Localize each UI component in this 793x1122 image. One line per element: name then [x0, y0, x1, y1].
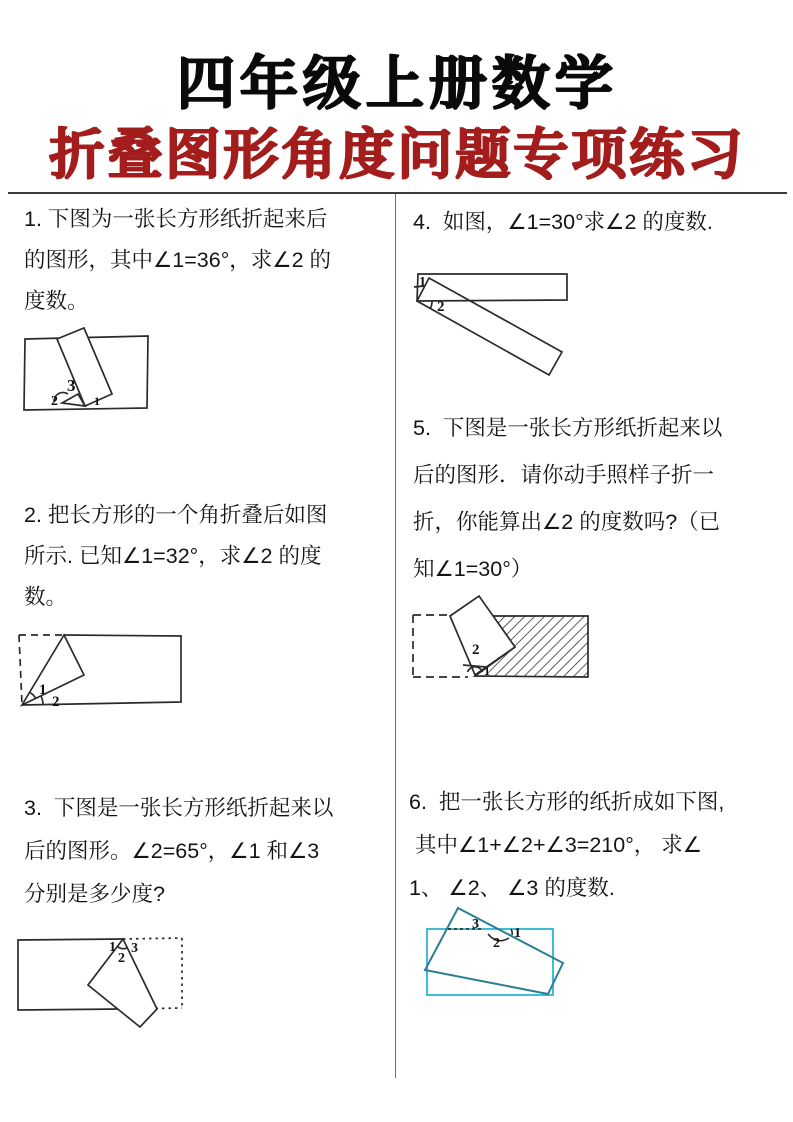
problem-4-text: 4. 如图，∠1=30°求∠2 的度数. — [413, 210, 713, 234]
header-rule — [8, 192, 787, 194]
folded-flap — [57, 328, 112, 406]
angle-arc — [430, 301, 432, 309]
problem-6-text: 6. 把一张长方形的纸折成如下图, 其中∠1+∠2+∠3=210°， 求∠ 1、 ∠2、 ∠3 的度数. — [409, 790, 725, 900]
page-subtitle: 折叠图形角度问题专项练习 — [48, 123, 745, 185]
problem-5-figure — [404, 588, 599, 688]
horizontal-strip — [417, 274, 567, 301]
problem-1-text: 1. 下图为一张长方形纸折起来后 的图形，其中∠1=36°，求∠2 的 度数。 — [24, 207, 332, 313]
rotated-rectangles-diagram — [418, 896, 578, 1008]
page-title: 四年级上册数学 — [175, 51, 617, 116]
angle-label: 3 — [472, 917, 479, 932]
problem-3-figure — [12, 922, 194, 1037]
folded-rectangle-diagram — [18, 325, 168, 440]
original-rectangle — [427, 929, 553, 995]
corner-fold-diagram — [15, 625, 190, 715]
angle-label: 1 — [109, 940, 116, 955]
column-divider — [395, 194, 396, 1078]
problem-6-figure — [418, 896, 578, 1008]
angle-tick — [511, 929, 512, 935]
problem-3-text: 3. 下图是一张长方形纸折起来以 后的图形。∠2=65°，∠1 和∠3 分别是多少度? — [24, 796, 334, 906]
angle-label: 2 — [437, 299, 445, 315]
angle-label: 1 — [39, 682, 47, 698]
angle-label: 1 — [419, 275, 426, 290]
angle-label: 1 — [94, 394, 100, 408]
problem-1-figure — [18, 325, 168, 440]
problem-5-text: 5. 下图是一张长方形纸折起来以 后的图形．请你动手照样子折一 折，你能算出∠2 的度数吗?（已 知∠1=30°） — [413, 416, 723, 581]
hatched-fold-diagram — [404, 588, 599, 688]
folded-rectangle — [425, 908, 563, 994]
flap-down-diagram — [12, 922, 194, 1037]
angle-label: 3 — [67, 376, 76, 395]
angle-label: 1 — [484, 664, 490, 678]
angle-label: 1 — [514, 926, 521, 941]
angle-label: 2 — [472, 642, 480, 658]
strip-fold-diagram — [404, 263, 574, 383]
angle-label: 2 — [52, 694, 60, 710]
angle-label: 2 — [493, 936, 500, 951]
problem-2-text: 2. 把长方形的一个角折叠后如图 所示. 已知∠1=32°，求∠2 的度 数。 — [24, 503, 328, 609]
tilted-strip — [417, 278, 562, 375]
dashed-left-edge — [19, 635, 22, 705]
problem-4-figure — [404, 263, 574, 383]
dotted-top-edge — [123, 938, 182, 939]
angle-arc — [29, 692, 36, 699]
angle-label: 2 — [118, 951, 125, 966]
angle-label: 2 — [51, 394, 58, 409]
problem-2-figure — [15, 625, 190, 715]
angle-label: 3 — [131, 941, 138, 956]
